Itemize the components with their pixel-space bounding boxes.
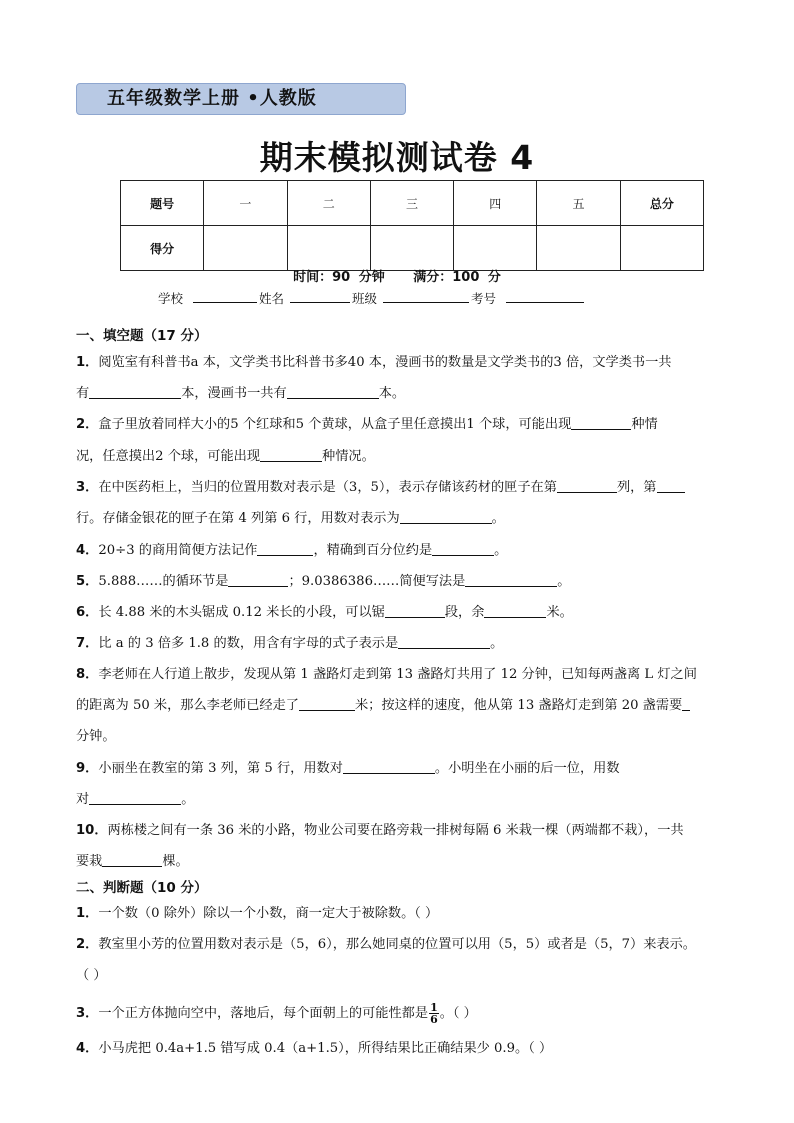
j4-text: 小马虎把 0.4a+1.5 错写成 0.4（a+1.5），所得结果比正确结果少 0.9。（ ） <box>98 1041 553 1056</box>
q3-blank-1[interactable] <box>557 479 617 493</box>
q3-number: 3． <box>76 480 99 495</box>
score-cell-3: 三 <box>370 181 453 226</box>
q4-line <box>76 542 752 560</box>
q6-text-a: 长 4.88 米的木头锯成 0.12 米长的小段，可以锯 <box>98 605 385 620</box>
q1-text-a: 阅览室有科普书a 本，文学类书比科普书多40 本，漫画书的数量是文学类书的3 倍，文学类书一共 <box>98 355 672 370</box>
j1-number: 1． <box>76 906 99 921</box>
name-field[interactable] <box>290 288 350 303</box>
score-row-label: 得分 <box>121 226 204 271</box>
q1-text-d: 本。 <box>378 386 406 401</box>
score-table <box>120 180 704 271</box>
q2-line2 <box>76 448 752 466</box>
q8-blank-1[interactable] <box>299 697 355 711</box>
j1-text: 一个数（0 除外）除以一个小数，商一定大于被除数。（ ） <box>98 906 439 921</box>
q9-text-a: 小丽坐在教室的第 3 列，第 5 行，用数对 <box>98 761 343 776</box>
q6-number: 6． <box>76 605 99 620</box>
q3-text-d: 。 <box>491 511 505 526</box>
q5-text-c: 。 <box>557 574 571 589</box>
school-field[interactable] <box>193 288 257 303</box>
q2-text-c: 况，任意摸出2 个球，可能出现 <box>76 449 261 464</box>
q1-blank-2[interactable] <box>287 385 379 399</box>
q9-text-d: 。 <box>181 792 195 807</box>
q9-text-c: 对 <box>76 792 90 807</box>
q3-text-c: 行。存储金银花的匣子在第 4 列第 6 行，用数对表示为 <box>76 511 400 526</box>
score-input-1[interactable] <box>204 226 287 271</box>
q3-line2 <box>76 510 752 528</box>
q8-line1 <box>76 666 752 684</box>
q9-text-b: 。小明坐在小丽的后一位，用数 <box>434 761 620 776</box>
q2-text-d: 种情况。 <box>322 449 375 464</box>
q5-blank-1[interactable] <box>228 573 288 587</box>
q9-blank-2[interactable] <box>89 791 181 805</box>
score-cell-1: 一 <box>204 181 287 226</box>
q7-blank-1[interactable] <box>398 635 490 649</box>
q7-number: 7． <box>76 636 99 651</box>
q2-number: 2． <box>76 417 99 432</box>
q9-line1 <box>76 760 752 778</box>
score-cell-4: 四 <box>454 181 537 226</box>
q4-blank-2[interactable] <box>432 542 494 556</box>
q3-text-b: 列，第 <box>616 480 657 495</box>
q4-text-b: ，精确到百分位约是 <box>313 543 433 558</box>
q4-text-a: 20÷3 的商用简便方法记作 <box>98 543 258 558</box>
q1-text-b: 有 <box>76 386 90 401</box>
score-input-3[interactable] <box>370 226 453 271</box>
q3-blank-3[interactable] <box>400 510 492 524</box>
q2-blank-2[interactable] <box>260 448 322 462</box>
q6-text-c: 米。 <box>546 605 573 620</box>
q5-text-b: ；9.0386386……简便写法是 <box>288 574 466 589</box>
j2-line1 <box>76 936 752 954</box>
score-input-4[interactable] <box>454 226 537 271</box>
score-input-5[interactable] <box>537 226 620 271</box>
q10-line2 <box>76 853 752 871</box>
q3-line1 <box>76 479 752 497</box>
school-label: 学校 <box>158 291 184 306</box>
j4-number: 4． <box>76 1041 99 1056</box>
q8-text-a: 李老师在人行道上散步，发现从第 1 盏路灯走到第 13 盏路灯共用了 12 分钟，已知每两盏离 L 灯之间 <box>98 667 697 682</box>
grade-banner: 五年级数学上册 •人教版 <box>76 83 406 115</box>
q8-line2 <box>76 697 752 715</box>
q10-blank-1[interactable] <box>102 853 162 867</box>
q7-text-b: 。 <box>490 636 504 651</box>
one-sixth-fraction <box>429 1002 439 1025</box>
q8-text-c: 米；按这样的速度，他从第 13 盏路灯走到第 20 盏需要 <box>354 698 683 713</box>
exam-time: 时间：90 分钟 <box>293 270 385 285</box>
score-input-total[interactable] <box>620 226 703 271</box>
j3-text-b: 。（ ） <box>439 1006 477 1021</box>
q9-blank-1[interactable] <box>343 760 435 774</box>
number-field[interactable] <box>506 288 584 303</box>
page-title: 期末模拟测试卷 4 <box>259 138 535 177</box>
q1-line2 <box>76 385 752 403</box>
q8-number: 8． <box>76 667 99 682</box>
q6-line <box>76 604 752 622</box>
class-field[interactable] <box>383 288 469 303</box>
q1-line1 <box>76 354 752 372</box>
q10-text-b: 要栽 <box>76 854 103 869</box>
q3-blank-2[interactable] <box>657 479 685 493</box>
score-table-score-row <box>121 226 704 271</box>
q8-line3 <box>76 728 752 746</box>
q5-line <box>76 573 752 591</box>
q10-line1 <box>76 822 752 840</box>
q1-number: 1． <box>76 355 99 370</box>
j2-number: 2． <box>76 937 99 952</box>
q5-number: 5． <box>76 574 99 589</box>
score-table-header-row <box>121 181 704 226</box>
q2-line1 <box>76 416 752 434</box>
q5-blank-2[interactable] <box>465 573 557 587</box>
q4-number: 4． <box>76 543 99 558</box>
score-input-2[interactable] <box>287 226 370 271</box>
q4-text-c: 。 <box>494 543 508 558</box>
class-label: 班级 <box>352 291 378 306</box>
name-label: 姓名 <box>259 291 285 306</box>
q8-text-d: 分钟。 <box>76 729 116 744</box>
q10-number: 10． <box>76 823 108 838</box>
j3-number: 3． <box>76 1006 99 1021</box>
number-label: 考号 <box>471 291 497 306</box>
q1-blank-1[interactable] <box>89 385 181 399</box>
q9-line2 <box>76 791 752 809</box>
score-cell-label: 题号 <box>121 181 204 226</box>
j1-line <box>76 905 752 923</box>
q6-blank-1[interactable] <box>385 604 445 618</box>
q2-text-a: 盒子里放着同样大小的5 个红球和5 个黄球，从盒子里任意摸出1 个球，可能出现 <box>98 417 572 432</box>
q3-text-a: 在中医药柜上，当归的位置用数对表示是（3，5），表示存储该药材的匣子在第 <box>98 480 557 495</box>
q7-line <box>76 635 752 653</box>
q7-text-a: 比 a 的 3 倍多 1.8 的数，用含有字母的式子表示是 <box>98 636 399 651</box>
j2-text: 教室里小芳的位置用数对表示是（5，6），那么她同桌的位置可以用（5，5）或者是（5，7）来表示。 <box>98 937 696 952</box>
q6-text-b: 段，余 <box>444 605 485 620</box>
fraction-denominator: 6 <box>430 1013 438 1026</box>
q8-blank-2[interactable] <box>682 697 690 711</box>
exam-full-score: 满分：100 分 <box>413 270 501 285</box>
q1-text-c: 本，漫画书一共有 <box>181 386 287 401</box>
section2-title: 二、判断题（10 分） <box>76 880 208 896</box>
q9-number: 9． <box>76 761 99 776</box>
q8-text-b: 的距离为 50 米，那么李老师已经走了 <box>76 698 299 713</box>
j3-line <box>76 1002 752 1025</box>
q2-text-b: 种情 <box>631 417 658 432</box>
student-info-line <box>158 288 586 307</box>
q10-text-a: 两栋楼之间有一条 36 米的小路，物业公司要在路旁栽一排树每隔 6 米栽一棵（两端都不栽），一共 <box>107 823 684 838</box>
score-cell-total: 总分 <box>620 181 703 226</box>
j2-answer-paren[interactable]: （ ） <box>76 968 107 983</box>
score-cell-2: 二 <box>287 181 370 226</box>
q2-blank-1[interactable] <box>571 416 631 430</box>
q10-text-c: 棵。 <box>162 854 189 869</box>
fraction-numerator: 1 <box>430 1001 438 1014</box>
q4-blank-1[interactable] <box>257 542 313 556</box>
score-cell-5: 五 <box>537 181 620 226</box>
section1-title: 一、填空题（17 分） <box>76 328 208 344</box>
j3-text-a: 一个正方体抛向空中，落地后，每个面朝上的可能性都是 <box>98 1006 429 1021</box>
j2-line2 <box>76 967 752 985</box>
q5-text-a: 5.888……的循环节是 <box>98 574 229 589</box>
q6-blank-2[interactable] <box>484 604 546 618</box>
j4-line <box>76 1040 752 1058</box>
exam-time-line <box>0 266 794 285</box>
